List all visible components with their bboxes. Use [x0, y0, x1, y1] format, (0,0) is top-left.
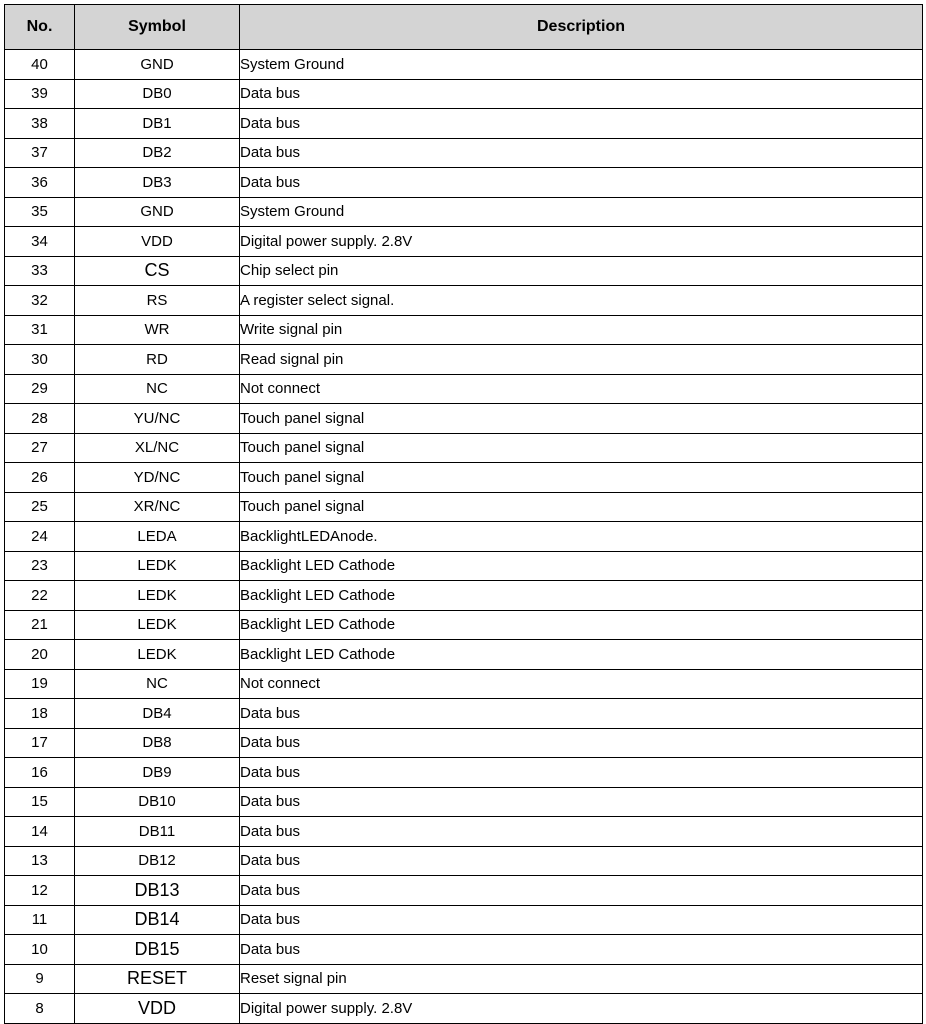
cell-description: Data bus: [240, 846, 923, 876]
table-row: [5, 581, 923, 611]
cell-description: Data bus: [240, 935, 923, 965]
table-row: [5, 492, 923, 522]
cell-pin-number: 32: [5, 286, 75, 316]
cell-pin-number: 31: [5, 315, 75, 345]
cell-description: Data bus: [240, 699, 923, 729]
cell-pin-number: 29: [5, 374, 75, 404]
cell-description: Data bus: [240, 758, 923, 788]
table-row: [5, 256, 923, 286]
cell-symbol: DB1: [75, 109, 240, 139]
cell-description: Data bus: [240, 787, 923, 817]
cell-pin-number: 24: [5, 522, 75, 552]
table-header: [5, 5, 923, 50]
table-row: [5, 728, 923, 758]
cell-description: System Ground: [240, 50, 923, 80]
cell-symbol: DB2: [75, 138, 240, 168]
cell-symbol: DB0: [75, 79, 240, 109]
table-row: [5, 404, 923, 434]
cell-pin-number: 36: [5, 168, 75, 198]
table-body: [5, 50, 923, 1024]
cell-description: Not connect: [240, 669, 923, 699]
cell-pin-number: 19: [5, 669, 75, 699]
table-row: [5, 964, 923, 994]
cell-pin-number: 18: [5, 699, 75, 729]
cell-symbol: GND: [75, 197, 240, 227]
cell-description: Touch panel signal: [240, 463, 923, 493]
cell-description: Touch panel signal: [240, 433, 923, 463]
cell-pin-number: 16: [5, 758, 75, 788]
cell-description: Backlight LED Cathode: [240, 610, 923, 640]
cell-symbol: VDD: [75, 994, 240, 1024]
cell-symbol: LEDK: [75, 640, 240, 670]
cell-pin-number: 26: [5, 463, 75, 493]
cell-pin-number: 14: [5, 817, 75, 847]
cell-symbol: DB4: [75, 699, 240, 729]
column-header-description: Description: [240, 5, 923, 50]
cell-symbol: RD: [75, 345, 240, 375]
table-row: [5, 197, 923, 227]
cell-description: Data bus: [240, 168, 923, 198]
cell-description: System Ground: [240, 197, 923, 227]
cell-symbol: LEDK: [75, 610, 240, 640]
cell-symbol: DB8: [75, 728, 240, 758]
cell-symbol: CS: [75, 256, 240, 286]
cell-description: Touch panel signal: [240, 492, 923, 522]
cell-pin-number: 38: [5, 109, 75, 139]
cell-symbol: DB15: [75, 935, 240, 965]
cell-pin-number: 13: [5, 846, 75, 876]
cell-symbol: LEDK: [75, 551, 240, 581]
cell-pin-number: 10: [5, 935, 75, 965]
cell-symbol: VDD: [75, 227, 240, 257]
cell-pin-number: 34: [5, 227, 75, 257]
cell-pin-number: 28: [5, 404, 75, 434]
cell-symbol: NC: [75, 669, 240, 699]
cell-description: Backlight LED Cathode: [240, 551, 923, 581]
cell-description: Data bus: [240, 876, 923, 906]
cell-description: Touch panel signal: [240, 404, 923, 434]
cell-description: Backlight LED Cathode: [240, 581, 923, 611]
cell-symbol: NC: [75, 374, 240, 404]
cell-pin-number: 12: [5, 876, 75, 906]
cell-symbol: WR: [75, 315, 240, 345]
table-row: [5, 935, 923, 965]
table-row: [5, 315, 923, 345]
cell-pin-number: 39: [5, 79, 75, 109]
table-row: [5, 876, 923, 906]
cell-description: Data bus: [240, 109, 923, 139]
table-row: [5, 669, 923, 699]
cell-description: Data bus: [240, 905, 923, 935]
table-header-row: [5, 5, 923, 50]
cell-symbol: GND: [75, 50, 240, 80]
cell-description: Backlight LED Cathode: [240, 640, 923, 670]
cell-pin-number: 40: [5, 50, 75, 80]
table-row: [5, 758, 923, 788]
table-row: [5, 610, 923, 640]
cell-pin-number: 23: [5, 551, 75, 581]
table-row: [5, 522, 923, 552]
cell-symbol: DB9: [75, 758, 240, 788]
cell-description: Data bus: [240, 817, 923, 847]
cell-pin-number: 21: [5, 610, 75, 640]
table-row: [5, 168, 923, 198]
cell-pin-number: 25: [5, 492, 75, 522]
cell-symbol: YU/NC: [75, 404, 240, 434]
cell-symbol: DB12: [75, 846, 240, 876]
table-row: [5, 286, 923, 316]
cell-pin-number: 11: [5, 905, 75, 935]
cell-symbol: LEDK: [75, 581, 240, 611]
cell-symbol: DB13: [75, 876, 240, 906]
cell-description: Digital power supply. 2.8V: [240, 994, 923, 1024]
table-row: [5, 138, 923, 168]
cell-symbol: XR/NC: [75, 492, 240, 522]
table-row: [5, 374, 923, 404]
cell-description: Read signal pin: [240, 345, 923, 375]
cell-pin-number: 20: [5, 640, 75, 670]
cell-symbol: RS: [75, 286, 240, 316]
cell-description: Data bus: [240, 138, 923, 168]
table-row: [5, 551, 923, 581]
cell-symbol: YD/NC: [75, 463, 240, 493]
table-row: [5, 699, 923, 729]
cell-pin-number: 22: [5, 581, 75, 611]
cell-pin-number: 15: [5, 787, 75, 817]
table-row: [5, 50, 923, 80]
cell-pin-number: 8: [5, 994, 75, 1024]
cell-symbol: DB11: [75, 817, 240, 847]
table-row: [5, 994, 923, 1024]
cell-description: Digital power supply. 2.8V: [240, 227, 923, 257]
column-header-no: No.: [5, 5, 75, 50]
cell-pin-number: 33: [5, 256, 75, 286]
cell-description: Reset signal pin: [240, 964, 923, 994]
cell-pin-number: 35: [5, 197, 75, 227]
table-row: [5, 640, 923, 670]
table-row: [5, 433, 923, 463]
cell-description: Not connect: [240, 374, 923, 404]
table-row: [5, 905, 923, 935]
column-header-symbol: Symbol: [75, 5, 240, 50]
table-row: [5, 345, 923, 375]
cell-description: Write signal pin: [240, 315, 923, 345]
table-row: [5, 463, 923, 493]
cell-description: BacklightLEDAnode.: [240, 522, 923, 552]
cell-symbol: LEDA: [75, 522, 240, 552]
cell-description: A register select signal.: [240, 286, 923, 316]
cell-symbol: DB14: [75, 905, 240, 935]
table-row: [5, 109, 923, 139]
cell-description: Data bus: [240, 79, 923, 109]
cell-pin-number: 37: [5, 138, 75, 168]
table-row: [5, 846, 923, 876]
cell-pin-number: 9: [5, 964, 75, 994]
cell-pin-number: 30: [5, 345, 75, 375]
cell-symbol: DB10: [75, 787, 240, 817]
cell-symbol: XL/NC: [75, 433, 240, 463]
cell-pin-number: 27: [5, 433, 75, 463]
cell-symbol: DB3: [75, 168, 240, 198]
cell-description: Chip select pin: [240, 256, 923, 286]
cell-description: Data bus: [240, 728, 923, 758]
cell-symbol: RESET: [75, 964, 240, 994]
table-row: [5, 227, 923, 257]
table-row: [5, 787, 923, 817]
table-row: [5, 79, 923, 109]
table-row: [5, 817, 923, 847]
cell-pin-number: 17: [5, 728, 75, 758]
pin-description-table: [4, 4, 923, 1024]
